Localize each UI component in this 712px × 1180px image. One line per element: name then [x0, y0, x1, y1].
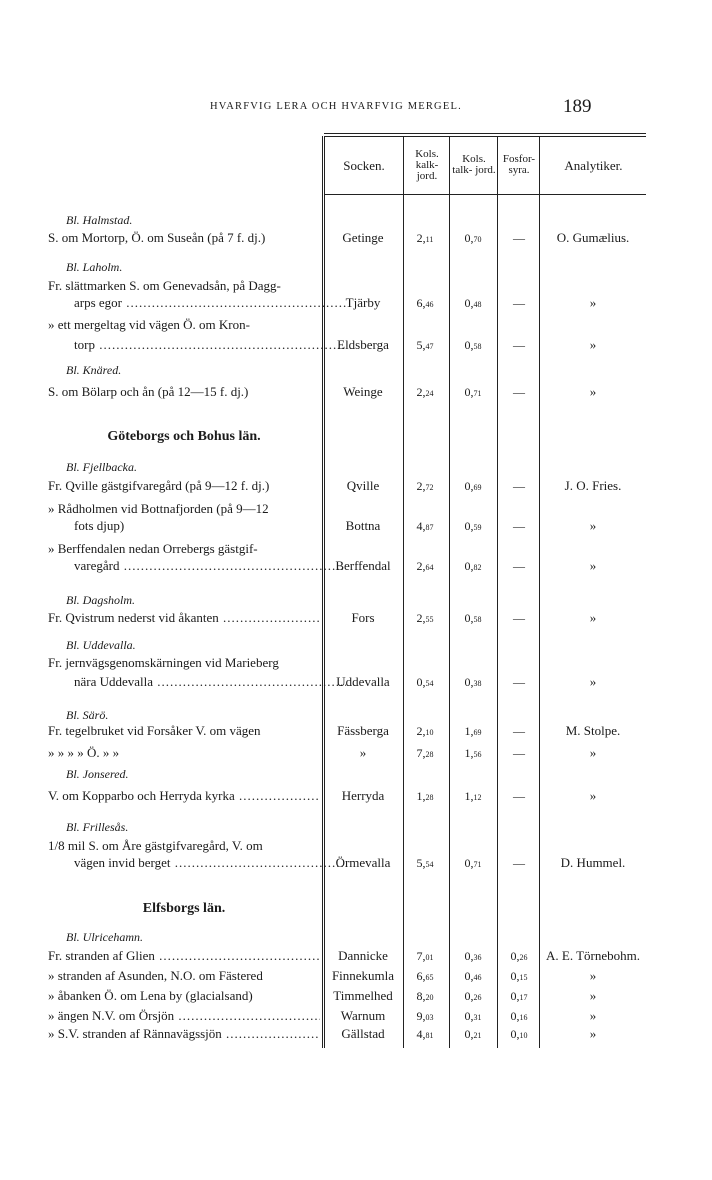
talk-cell: 0,36: [464, 949, 482, 963]
fosfor-cell: —: [513, 675, 525, 689]
analytiker-cell: »: [589, 674, 597, 689]
header-fosf: Fosfor- syra.: [502, 153, 536, 176]
fosfor-cell: —: [513, 519, 525, 533]
column-divider: [403, 136, 404, 1048]
location-description: Fr. tegelbruket vid Forsåker V. om vägen: [48, 723, 261, 738]
kalk-cell: 2,24: [416, 385, 434, 399]
fosfor-cell: —: [513, 231, 525, 245]
column-divider: [497, 136, 498, 1048]
talk-cell: 0,58: [464, 338, 482, 352]
location-description: fots djup): [74, 518, 125, 533]
talk-cell: 0,71: [464, 856, 482, 870]
analytiker-cell: »: [589, 610, 597, 625]
kalk-cell: 2,55: [416, 611, 434, 625]
location-description: Fr. stranden af Glien .....: [48, 948, 320, 964]
location-description: » Rådholmen vid Bottnafjorden (på 9—12: [48, 501, 269, 516]
socken-cell: Getinge: [342, 230, 384, 245]
kalk-cell: 2,64: [416, 559, 434, 573]
location-description: torp .....: [48, 337, 346, 353]
fosfor-cell: —: [513, 856, 525, 870]
location-description: Fr. Qvistrum nederst vid åkanten .....: [48, 610, 320, 626]
analytiker-cell: M. Stolpe.: [565, 723, 621, 738]
running-header: [0, 96, 712, 122]
location-description: varegård .....: [48, 558, 346, 574]
talk-cell: 0,48: [464, 296, 482, 310]
analytiker-cell: »: [589, 968, 597, 983]
kalk-cell: 6,46: [416, 296, 434, 310]
socken-cell: Tjärby: [345, 295, 381, 310]
section-heading: Göteborgs och Bohus län.: [107, 429, 261, 444]
table-rule: [324, 194, 646, 195]
kalk-cell: 1,28: [416, 789, 434, 803]
table-rule: [324, 133, 646, 134]
talk-cell: 1,69: [464, 724, 482, 738]
talk-cell: 0,46: [464, 969, 482, 983]
socken-cell: Timmelhed: [333, 988, 393, 1003]
talk-cell: 0,69: [464, 479, 482, 493]
kalk-cell: 7,28: [416, 746, 434, 760]
fosfor-cell: 0,26: [510, 949, 528, 963]
location-description: » S.V. stranden af Rännavägssjön .....: [48, 1026, 320, 1042]
kalk-cell: 5,54: [416, 856, 434, 870]
analytiker-cell: J. O. Fries.: [564, 478, 622, 493]
page-number: 189: [563, 96, 592, 117]
talk-cell: 1,56: [464, 746, 482, 760]
location-description: Fr. jernvägsgenomskärningen vid Marieberg: [48, 655, 279, 670]
location-description: Fr. Qville gästgifvaregård (på 9—12 f. dj.): [48, 478, 270, 493]
analysis-table: [48, 133, 648, 1048]
fosfor-cell: —: [513, 789, 525, 803]
socken-cell: Weinge: [343, 384, 383, 399]
socken-cell: Fors: [351, 610, 375, 625]
analytiker-cell: A. E. Törnebohm.: [546, 948, 640, 963]
location-description: » ett mergeltag vid vägen Ö. om Kron-: [48, 317, 250, 332]
socken-cell: Eldsberga: [337, 337, 389, 352]
kalk-cell: 2,72: [416, 479, 434, 493]
analytiker-cell: »: [589, 988, 597, 1003]
analytiker-cell: »: [589, 295, 597, 310]
location-description: vägen invid berget .....: [48, 855, 346, 871]
running-title: HVARFVIG LERA OCH HVARFVIG MERGEL.: [210, 101, 462, 112]
talk-cell: 0,70: [464, 231, 482, 245]
analytiker-cell: »: [589, 788, 597, 803]
socken-cell: »: [359, 745, 367, 760]
location-description: » Berffendalen nedan Orrebergs gästgif-: [48, 541, 258, 556]
talk-cell: 0,38: [464, 675, 482, 689]
socken-cell: Bottna: [345, 518, 381, 533]
socken-cell: Warnum: [340, 1008, 386, 1023]
analytiker-cell: »: [589, 558, 597, 573]
location-description: » » » » Ö. » »: [48, 745, 120, 760]
talk-cell: 0,21: [464, 1027, 482, 1041]
sheet-subheading: Bl. Jonsered.: [66, 767, 129, 781]
fosfor-cell: —: [513, 479, 525, 493]
fosfor-cell: —: [513, 559, 525, 573]
talk-cell: 0,82: [464, 559, 482, 573]
column-divider: [449, 136, 450, 1048]
kalk-cell: 7,01: [416, 949, 434, 963]
header-socken: Socken.: [343, 157, 385, 173]
header-kalk: Kols. kalk- jord.: [415, 147, 439, 182]
kalk-cell: 0,54: [416, 675, 434, 689]
socken-cell: Örmevalla: [335, 855, 391, 870]
fosfor-cell: 0,17: [510, 989, 528, 1003]
sheet-subheading: Bl. Uddevalla.: [66, 638, 136, 652]
sheet-subheading: Bl. Frillesås.: [66, 820, 129, 834]
socken-cell: Finnekumla: [331, 968, 395, 983]
sheet-subheading: Bl. Laholm.: [66, 260, 123, 274]
kalk-cell: 6,65: [416, 969, 434, 983]
talk-cell: 0,59: [464, 519, 482, 533]
sheet-subheading: Bl. Fjellbacka.: [66, 460, 137, 474]
fosfor-cell: —: [513, 385, 525, 399]
location-description: S. om Mortorp, Ö. om Suseån (på 7 f. dj.): [48, 230, 266, 245]
location-description: » ängen N.V. om Örsjön .....: [48, 1008, 320, 1024]
sheet-subheading: Bl. Särö.: [66, 708, 109, 722]
analytiker-cell: »: [589, 1026, 597, 1041]
talk-cell: 0,26: [464, 989, 482, 1003]
sheet-subheading: Bl. Dagsholm.: [66, 593, 135, 607]
socken-cell: Fässberga: [337, 723, 389, 738]
section-heading: Elfsborgs län.: [142, 901, 226, 916]
column-divider: [539, 136, 540, 1048]
analytiker-cell: »: [589, 1008, 597, 1023]
fosfor-cell: —: [513, 296, 525, 310]
socken-cell: Herryda: [341, 788, 385, 803]
fosfor-cell: —: [513, 338, 525, 352]
analytiker-cell: D. Hummel.: [560, 855, 626, 870]
location-description: 1/8 mil S. om Åre gästgifvaregård, V. om: [48, 838, 263, 853]
analytiker-cell: »: [589, 518, 597, 533]
analytiker-cell: »: [589, 337, 597, 352]
kalk-cell: 2,10: [416, 724, 434, 738]
talk-cell: 0,58: [464, 611, 482, 625]
location-description: » åbanken Ö. om Lena by (glacialsand): [48, 988, 253, 1003]
analytiker-cell: »: [589, 384, 597, 399]
kalk-cell: 5,47: [416, 338, 434, 352]
fosfor-cell: —: [513, 611, 525, 625]
kalk-cell: 4,87: [416, 519, 434, 533]
fosfor-cell: —: [513, 724, 525, 738]
location-description: Fr. slättmarken S. om Genevadsån, på Dagg-: [48, 278, 281, 293]
header-analytiker: Analytiker.: [564, 157, 623, 173]
socken-cell: Berffendal: [335, 558, 391, 573]
location-description: S. om Bölarp och ån (på 12—15 f. dj.): [48, 384, 249, 399]
header-talk: Kols. talk- jord.: [452, 153, 496, 176]
socken-cell: Uddevalla: [336, 674, 390, 689]
fosfor-cell: 0,10: [510, 1027, 528, 1041]
kalk-cell: 4,81: [416, 1027, 434, 1041]
sheet-subheading: Bl. Knäred.: [66, 363, 122, 377]
talk-cell: 1,12: [464, 789, 482, 803]
socken-cell: Qville: [346, 478, 380, 493]
sheet-subheading: Bl. Halmstad.: [66, 213, 133, 227]
fosfor-cell: 0,15: [510, 969, 528, 983]
column-divider: [322, 136, 325, 1048]
location-description: » stranden af Asunden, N.O. om Fästered: [48, 968, 263, 983]
socken-cell: Dannicke: [338, 948, 388, 963]
location-description: nära Uddevalla .....: [48, 674, 346, 690]
fosfor-cell: —: [513, 746, 525, 760]
sheet-subheading: Bl. Ulricehamn.: [66, 930, 143, 944]
talk-cell: 0,71: [464, 385, 482, 399]
kalk-cell: 8,20: [416, 989, 434, 1003]
kalk-cell: 2,11: [416, 231, 434, 245]
analytiker-cell: »: [589, 745, 597, 760]
kalk-cell: 9,03: [416, 1009, 434, 1023]
location-description: arps egor .....: [48, 295, 346, 311]
analytiker-cell: O. Gumælius.: [556, 230, 630, 245]
talk-cell: 0,31: [464, 1009, 482, 1023]
fosfor-cell: 0,16: [510, 1009, 528, 1023]
socken-cell: Gällstad: [341, 1026, 385, 1041]
location-description: V. om Kopparbo och Herryda kyrka .....: [48, 788, 320, 804]
